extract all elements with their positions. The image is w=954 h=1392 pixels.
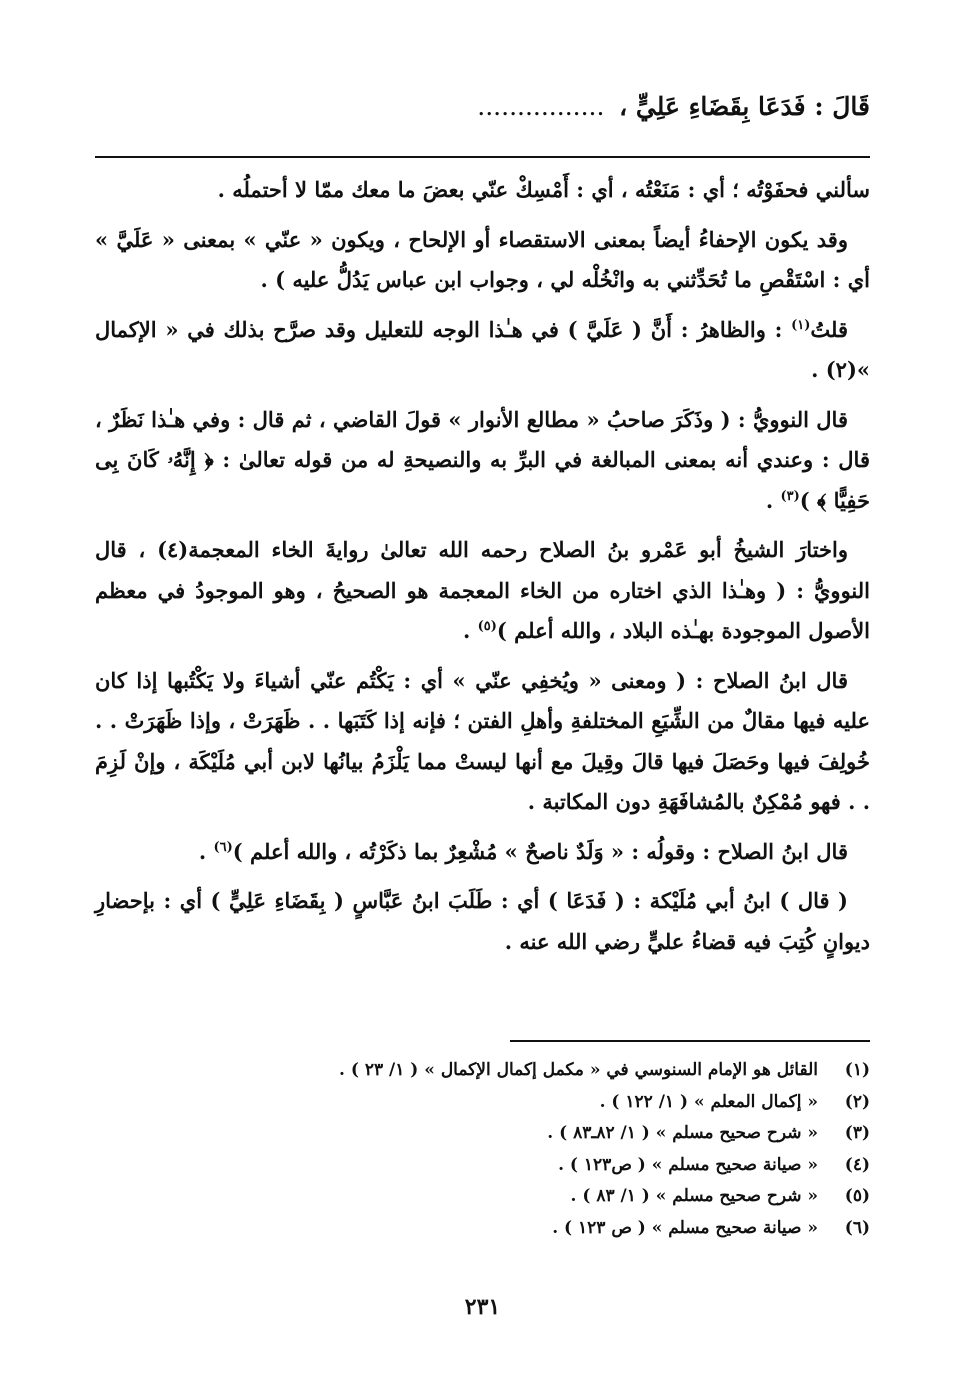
paragraph: [95, 530, 870, 652]
footnotes: [95, 1055, 870, 1244]
footnote-ref: (٦): [213, 839, 233, 855]
paragraph: [95, 400, 870, 522]
footnote-ref: (١): [791, 317, 811, 333]
footnote-ref: (٥): [477, 619, 497, 634]
footnote-number: (١): [844, 1060, 870, 1080]
paragraph: [95, 881, 870, 962]
paragraph-text: قال ابنُ الصلاح : وقولُه : « وَلَدٌ ناصحٌ » مُشْعِرٌ بما ذكَرْتُه ، والله أعلم ): [232, 838, 848, 864]
paragraph-text: : والظاهرُ : أَنَّ ( عَلَيَّ ) في هـٰذا الوجه للتعليل وقد صرَّح بذلك في « الإكمال »(٢) .: [95, 316, 870, 382]
paragraph: [95, 310, 870, 391]
book-page: [95, 80, 870, 1350]
paragraph: [95, 832, 870, 873]
paragraph-text: .: [765, 487, 781, 513]
footnote-text: « شرح صحيح مسلم » ( ١/ ٨٢ـ٨٣ ) .: [547, 1123, 818, 1143]
paragraph-text: واختارَ الشيخُ أبو عَمْرو بنُ الصلاح رحمه الله تعالىٰ روايةَ الخاء المعجمة(٤) ، قال النوويُّ : ( وهـٰذا الذي اختاره من الخاء المعجمة هو الصحيحُ ، وهو الموجودُ في معظم الأصول الموجودة بهـٰذه البلاد ، والله أعلم ): [95, 537, 870, 643]
paragraph-text: .: [463, 618, 478, 643]
paragraph: [95, 661, 870, 823]
footnote-text: « إكمال المعلم » ( ١/ ١٢٢ ) .: [599, 1091, 818, 1112]
footnote-ref: (٣): [780, 488, 800, 504]
footnote-rule: [510, 1040, 870, 1042]
footnote-number: (٦): [844, 1217, 870, 1238]
running-head-dots: ................: [477, 92, 605, 121]
running-head: [95, 92, 870, 136]
paragraph-text: قلتُ: [810, 316, 848, 342]
paragraph-text: قال النوويُّ : ( وذَكَرَ صاحبُ « مطالع الأنوار » قولَ القاضي ، ثم قال : وفي هـٰذا نَظَرٌ ، قال : وعندي أنه بمعنى المبالغة في البرِّ به والنصيحةِ له من قوله تعالىٰ : ﴿ إِنَّهُۥ كَانَ بِى حَفِيًّا ﴾ ): [95, 406, 870, 513]
paragraph-text: سألني فحفَوْتُه ؛ أي : مَنَعْتُه ، أي : أَمْسِكْ عنّي بعضَ ما معك ممّا لا أحتملُه .: [217, 177, 870, 202]
footnote-text: « شرح صحيح مسلم » ( ١/ ٨٣ ) .: [570, 1186, 818, 1206]
footnote: [95, 1087, 870, 1119]
footnote-text: القائل هو الإمام السنوسي في « مكمل إكمال الإكمال » ( ١/ ٢٣ ) .: [339, 1060, 818, 1080]
paragraph-text: ( قال ) ابنُ أبي مُلَيْكة : ( فَدَعَا ) أي : طَلَبَ ابنُ عَبَّاسٍ ( بِقَضَاءِ عَلِيٍّ ) أي : بإحضارِ ديوانٍ كُتِبَ فيه قضاءُ عليٍّ رضي الله عنه .: [95, 888, 870, 954]
body-text: [95, 170, 870, 971]
paragraph-text: قال ابنُ الصلاح : ( ومعنى « ويُخفِي عنّي » أي : يَكْتُم عنّي أشياءَ ولا يَكْتُبها إذا كان عليه فيها مقالٌ من الشِّيَعِ المختلفةِ وأهلِ الفتن ؛ فإنه إذا كَتَبَها . . ظَهَرَتْ ، وإذا ظَهَرَتْ . . خُولِفَ فيها وحَصَلَ فيها قالَ وقِيلَ مع أنها ليستْ مما يَلْزَمُ بيانُها لابن أبي مُلَيْكَة ، وإنْ لَزِمَ . . فهو مُمْكِنٌ بالمُشافَهَةِ دون المكاتبة .: [95, 667, 870, 814]
paragraph: [95, 170, 870, 211]
footnote-number: (٤): [844, 1154, 870, 1175]
paragraph: [95, 220, 870, 301]
footnote: [95, 1213, 870, 1245]
page-number: ٢٣١: [464, 1294, 501, 1320]
footnote: [95, 1150, 870, 1182]
paragraph-text: .: [198, 838, 214, 864]
footnote-number: (٢): [844, 1091, 870, 1112]
running-head-title: قَالَ : فَدَعَا بِقَضَاءِ عَلِيٍّ ،: [619, 92, 870, 121]
footnote-number: (٣): [844, 1123, 870, 1143]
footnote: [95, 1118, 870, 1150]
header-rule: [95, 156, 870, 158]
footnote-text: « صيانة صحيح مسلم » ( ص ١٢٣ ) .: [552, 1217, 818, 1238]
footnote: [95, 1055, 870, 1087]
footnote-text: « صيانة صحيح مسلم » ( ص١٢٣ ) .: [558, 1154, 818, 1175]
paragraph-text: وقد يكون الإحفاءُ أيضاً بمعنى الاستقصاء أو الإلحاح ، ويكون « عنّي » بمعنى « عَلَيَّ » أي : اسْتَقْصِ ما تُحَدِّثني به وانْخُلْه لي ، وجواب ابن عباس يَدُلُّ عليه ) .: [95, 226, 870, 292]
footnote: [95, 1181, 870, 1213]
footnote-number: (٥): [844, 1186, 870, 1206]
